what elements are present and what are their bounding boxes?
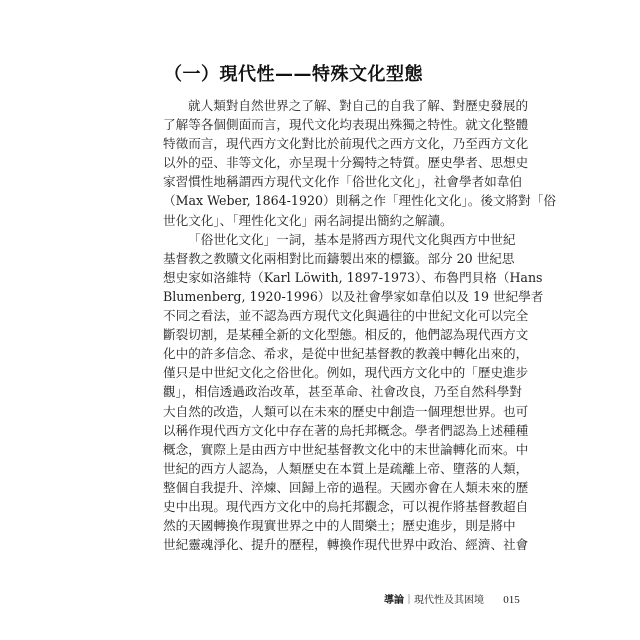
running-header-chapter: 導論 — [384, 595, 404, 606]
page-number: 015 — [503, 594, 520, 606]
text-line: 基督教之教贖文化兩相對比而鑄製出來的標籤。部分 20 世紀思 — [163, 250, 515, 266]
text-line: Blumenberg, 1920-1996）以及社會學家如韋伯以及 19 世紀學者 — [163, 288, 544, 304]
text-line: 以外的亞、非等文化，亦呈現十分獨特之特質。歷史學者、思想史 — [163, 155, 529, 171]
text-line: 就人類對自然世界之了解、對自己的自我了解、對歷史發展的 — [188, 98, 529, 113]
text-line: 化中的許多信念、希求，是從中世紀基督教的教義中轉化出來的， — [163, 346, 529, 362]
text-line: 整個自我提升、淬煉、回歸上帝的過程。天國亦會在人類未來的歷 — [163, 479, 529, 495]
text-line: 世紀靈魂淨化、提升的歷程，轉換作現代世界中政治、經濟、社會 — [163, 537, 529, 553]
running-header-separator: ｜ — [404, 595, 414, 606]
text-line: 特徵而言，現代西方文化對比於前現代之西方文化，乃至西方文化 — [163, 136, 529, 152]
text-line: 史中出現。現代西方文化中的烏托邦觀念，可以視作將基督教超自 — [163, 498, 529, 514]
text-line: 「俗世化文化」一詞，基本是將西方現代文化與西方中世紀 — [188, 231, 516, 247]
text-line: 世化文化」、「理性化文化」兩名詞提出簡約之解讀。 — [163, 212, 453, 228]
running-header-title: 現代性及其困境 — [414, 595, 484, 606]
text-line: 觀」，相信透過政治改革，甚至革命、社會改良，乃至自然科學對 — [163, 384, 522, 400]
body-text — [163, 96, 556, 554]
text-line: 了解等各個側面而言，現代文化均表現出殊獨之特性。就文化整體 — [163, 117, 529, 133]
section-title: （一）現代性——特殊文化型態 — [164, 64, 423, 85]
text-line: 家習慣性地稱謂西方現代文化作「俗世化文化」，社會學者如韋伯 — [163, 174, 522, 190]
text-line: 僅只是中世紀文化之俗世化。例如，現代西方文化中的「歷史進步 — [163, 365, 529, 381]
text-line: 斷裂切割，是某種全新的文化型態。相反的，他們認為現代西方文 — [163, 327, 529, 343]
running-header — [384, 595, 484, 606]
text-line: 大自然的改造，人類可以在未來的歷史中創造一個理想世界。也可 — [163, 403, 529, 419]
text-line: 世紀的西方人認為，人類歷史在本質上是疏離上帝、墮落的人類， — [163, 460, 529, 476]
text-line: 不同之看法，並不認為西方現代文化與過往的中世紀文化可以完全 — [163, 308, 529, 324]
text-line: 以稱作現代西方文化中存在著的烏托邦概念。學者們認為上述種種 — [163, 422, 529, 438]
page-footer — [384, 591, 520, 606]
text-line: 概念，實際上是由西方中世紀基督教文化中的末世論轉化而來。中 — [163, 441, 529, 457]
text-line: 然的天國轉換作現實世界之中的人間樂土；歷史進步，則是將中 — [163, 518, 516, 534]
paragraph-2 — [163, 230, 544, 555]
text-line: （Max Weber, 1864-1920）則稱之作「理性化文化」。後文將對「俗 — [163, 193, 556, 209]
text-line: 想史家如洛維特（Karl Löwith, 1897-1973）、布魯門貝格（Hans — [163, 269, 543, 285]
paragraph-1 — [163, 96, 556, 230]
